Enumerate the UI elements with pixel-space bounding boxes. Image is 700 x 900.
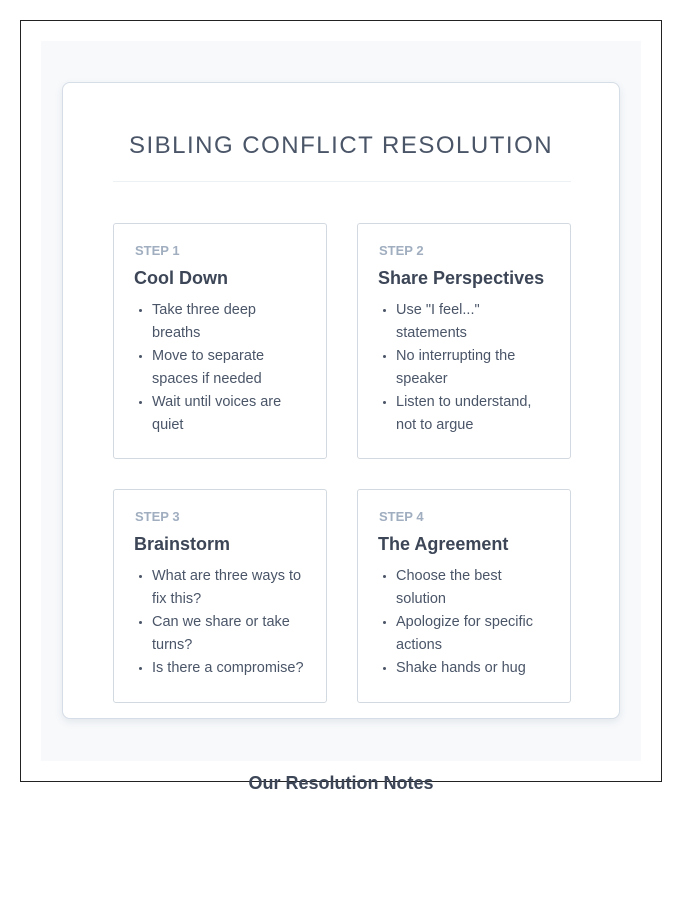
list-item: • Wait until voices are quiet: [152, 391, 306, 437]
list-item: • What are three ways to fix this?: [152, 565, 306, 611]
step-card-4: [357, 489, 571, 703]
step-list: [134, 565, 306, 680]
step-label: STEP 2: [379, 243, 424, 258]
step-list: [134, 299, 306, 437]
list-item: • Apologize for specific actions: [396, 611, 550, 657]
step-card-1: [113, 223, 327, 459]
notes-heading: Our Resolution Notes: [248, 773, 434, 793]
step-title: Share Perspectives: [378, 268, 545, 288]
step-label: STEP 1: [135, 243, 180, 258]
list-item: • Is there a compromise?: [152, 657, 306, 680]
step-list: [378, 299, 550, 437]
step-label: STEP 3: [135, 509, 180, 524]
list-item: • Choose the best solution: [396, 565, 550, 611]
step-title: Cool Down: [134, 268, 228, 288]
step-card-2: [357, 223, 571, 459]
list-item: • Use "I feel..." statements: [396, 299, 550, 345]
list-item: • No interrupting the speaker: [396, 345, 550, 391]
list-item: • Move to separate spaces if needed: [152, 345, 306, 391]
step-card-3: [113, 489, 327, 703]
title-divider: [113, 181, 571, 182]
step-title: The Agreement: [378, 534, 509, 554]
resolution-card: [62, 82, 620, 719]
list-item: • Listen to understand, not to argue: [396, 391, 550, 437]
list-item: • Can we share or take turns?: [152, 611, 306, 657]
list-item: • Take three deep breaths: [152, 299, 306, 345]
list-item: • Shake hands or hug: [396, 657, 550, 680]
card-title: SIBLING CONFLICT RESOLUTION: [128, 132, 554, 159]
step-title: Brainstorm: [134, 534, 231, 554]
step-list: [378, 565, 550, 680]
step-label: STEP 4: [379, 509, 424, 524]
